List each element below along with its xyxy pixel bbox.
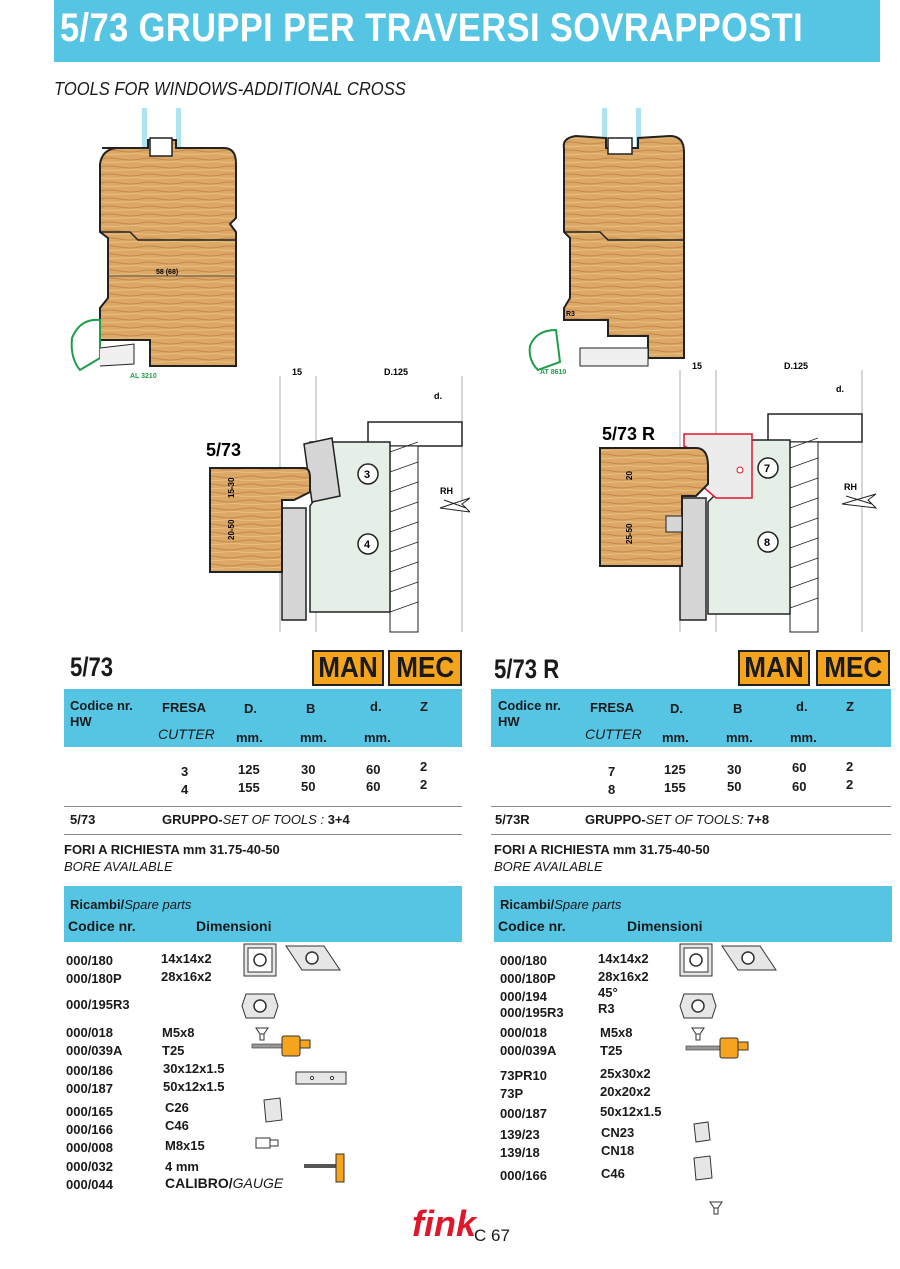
right-group-label: 5/73 R bbox=[602, 424, 656, 444]
col-code: Codice nr. bbox=[498, 698, 561, 713]
right-rh-label: RH bbox=[844, 482, 857, 492]
col-d-unit: mm. bbox=[364, 730, 391, 745]
spare-col-dim: Dimensioni bbox=[196, 918, 272, 934]
bore-note: FORI A RICHIESTA mm 31.75-40-50 bbox=[64, 842, 280, 857]
col-fresa: FRESA bbox=[590, 700, 635, 715]
screw-icon bbox=[256, 1028, 268, 1040]
spare-title: Ricambi/Spare parts bbox=[70, 897, 192, 912]
product-title-5-73-r: 5/73 R bbox=[494, 654, 560, 684]
col-fresa: FRESA bbox=[162, 700, 207, 715]
col-Z: Z bbox=[846, 699, 854, 714]
set-code: 5/73R bbox=[495, 812, 530, 827]
col-d-unit: mm. bbox=[790, 730, 817, 745]
table-row: 8 bbox=[608, 782, 616, 797]
table-row: 7 bbox=[608, 764, 616, 779]
right-r3-label: R3 bbox=[566, 311, 575, 318]
divider bbox=[64, 806, 462, 807]
table-row: 3 bbox=[181, 764, 189, 779]
spare-col-dim: Dimensioni bbox=[627, 918, 703, 934]
col-B-unit: mm. bbox=[300, 730, 327, 745]
divider bbox=[491, 806, 891, 807]
product-title-5-73: 5/73 bbox=[70, 652, 114, 682]
rhombus-insert-icon bbox=[286, 946, 340, 970]
rhombus-insert-icon bbox=[722, 946, 776, 970]
counter-knife-icon bbox=[694, 1122, 710, 1142]
right-dim-15: 15 bbox=[692, 361, 703, 371]
col-B-unit: mm. bbox=[726, 730, 753, 745]
right-window-profile-drawing bbox=[520, 108, 720, 378]
right-profile-label: AT 8610 bbox=[540, 369, 567, 376]
square-insert-icon bbox=[680, 944, 712, 976]
counter-knife-icon bbox=[694, 1156, 712, 1180]
col-hw: HW bbox=[70, 714, 92, 729]
col-d: d. bbox=[370, 699, 382, 714]
set-code: 5/73 bbox=[70, 812, 96, 827]
table-row: 4 bbox=[181, 782, 189, 797]
spare-title: Ricambi/Spare parts bbox=[500, 897, 622, 912]
col-B: B bbox=[306, 701, 316, 716]
mec-badge: MEC bbox=[816, 650, 890, 686]
left-dim-label: 58 (68) bbox=[156, 269, 179, 276]
counter-knife-icon bbox=[264, 1098, 282, 1122]
bore-note: FORI A RICHIESTA mm 31.75-40-50 bbox=[494, 842, 710, 857]
col-hw: HW bbox=[498, 714, 520, 729]
col-B: B bbox=[733, 701, 743, 716]
brand-logo: fink bbox=[412, 1203, 477, 1244]
page-number: C 67 bbox=[474, 1226, 510, 1245]
right-dim-d: d. bbox=[836, 384, 844, 394]
left-profile-label: AL 3210 bbox=[130, 373, 157, 380]
bolt-icon bbox=[256, 1138, 278, 1148]
left-dim-d: d. bbox=[434, 391, 442, 401]
col-cutter: CUTTER bbox=[585, 726, 642, 742]
torx-key-icon bbox=[686, 1038, 748, 1058]
spare-dim: 14x14x2 bbox=[598, 951, 649, 966]
col-D-unit: mm. bbox=[662, 730, 689, 745]
bore-note-en: BORE AVAILABLE bbox=[64, 859, 173, 874]
left-group-label: 5/73 bbox=[206, 440, 242, 460]
square-insert-icon bbox=[244, 944, 276, 976]
set-label: GRUPPO-SET OF TOOLS : 3+4 bbox=[162, 812, 350, 827]
left-tool-drawing bbox=[200, 362, 470, 636]
left-dim-15: 15 bbox=[292, 367, 303, 377]
col-code: Codice nr. bbox=[70, 698, 133, 713]
divider bbox=[491, 834, 891, 835]
left-dim-D: D.125 bbox=[384, 367, 409, 377]
right-range-top: 20 bbox=[625, 471, 634, 480]
col-Z: Z bbox=[420, 699, 428, 714]
screw-icon bbox=[710, 1202, 722, 1214]
left-range-top: 15-30 bbox=[227, 477, 236, 498]
mec-badge: MEC bbox=[388, 650, 462, 686]
spare-code: 000/180 bbox=[66, 953, 113, 968]
knife-blade-icon bbox=[296, 1072, 346, 1084]
radius-insert-icon bbox=[680, 994, 716, 1018]
col-D: D. bbox=[670, 701, 683, 716]
left-cutter-top-number: 3 bbox=[364, 469, 371, 481]
page-subtitle: TOOLS FOR WINDOWS-ADDITIONAL CROSS bbox=[54, 79, 406, 99]
divider bbox=[64, 834, 462, 835]
left-cutter-bottom-number: 4 bbox=[364, 539, 371, 551]
man-badge: MAN bbox=[312, 650, 384, 686]
screw-icon bbox=[692, 1028, 704, 1040]
left-range-bottom: 20-50 bbox=[227, 519, 236, 540]
left-rh-label: RH bbox=[440, 486, 453, 496]
right-cutter-top-number: 7 bbox=[764, 463, 771, 475]
radius-insert-icon bbox=[242, 994, 278, 1018]
right-tool-drawing bbox=[592, 356, 888, 636]
col-D-unit: mm. bbox=[236, 730, 263, 745]
spare-code: 000/180 bbox=[500, 953, 547, 968]
gauge-key-icon bbox=[304, 1154, 344, 1182]
left-window-profile-drawing bbox=[60, 108, 260, 388]
right-cutter-bottom-number: 8 bbox=[764, 537, 771, 549]
spare-col-code: Codice nr. bbox=[498, 918, 566, 934]
man-badge: MAN bbox=[738, 650, 810, 686]
col-d: d. bbox=[796, 699, 808, 714]
right-spare-icons bbox=[676, 940, 786, 1216]
left-spare-icons bbox=[240, 940, 350, 1190]
page-title: 5/73 GRUPPI PER TRAVERSI SOVRAPPOSTI bbox=[60, 6, 804, 50]
col-D: D. bbox=[244, 701, 257, 716]
bore-note-en: BORE AVAILABLE bbox=[494, 859, 603, 874]
spare-col-code: Codice nr. bbox=[68, 918, 136, 934]
col-cutter: CUTTER bbox=[158, 726, 215, 742]
set-label: GRUPPO-SET OF TOOLS: 7+8 bbox=[585, 812, 770, 827]
spare-dim: 14x14x2 bbox=[161, 951, 212, 966]
right-range-bottom: 25-50 bbox=[625, 523, 634, 544]
right-dim-D: D.125 bbox=[784, 361, 809, 371]
